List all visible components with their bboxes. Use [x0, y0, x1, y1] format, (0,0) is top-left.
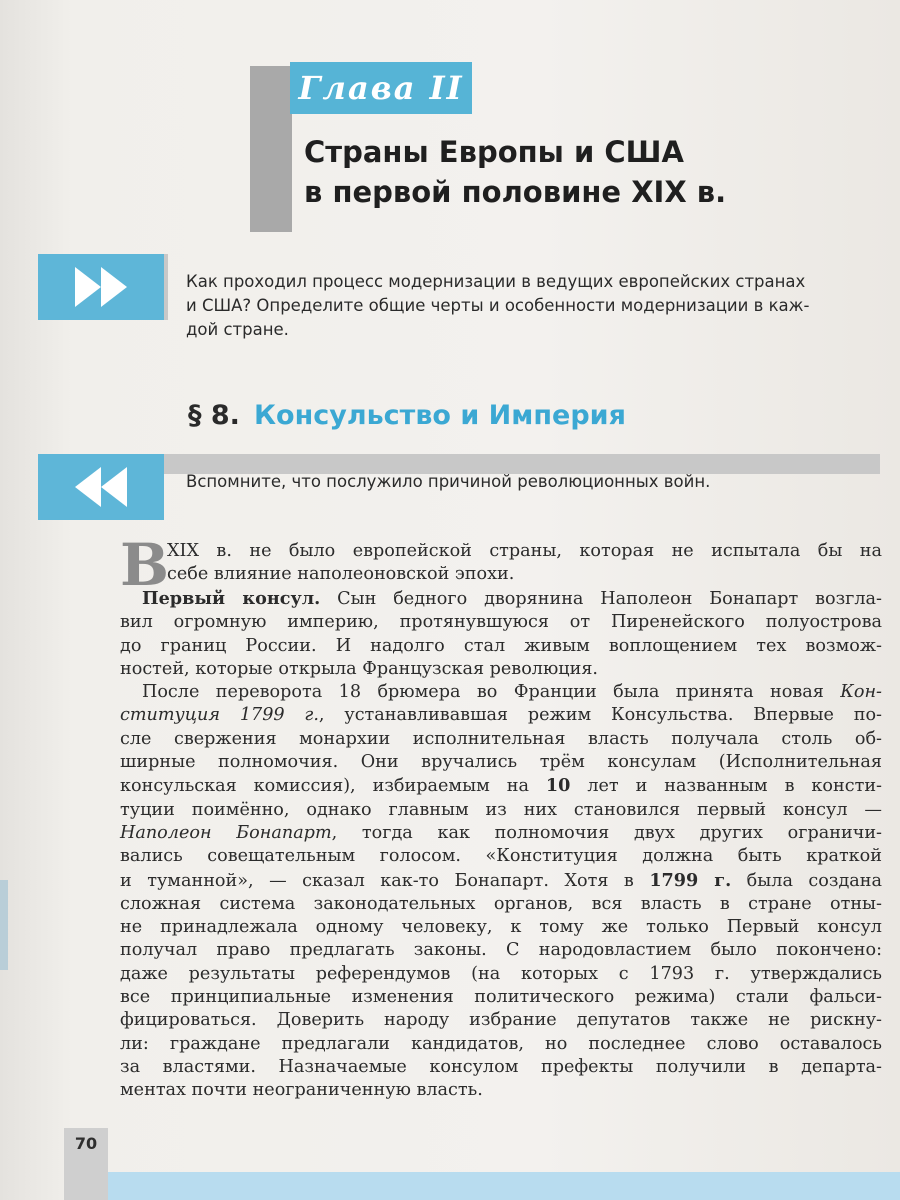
text-line: После переворота 18 брюмера во Франции была принята новая Кон- [142, 682, 882, 703]
text-line: и туманной», — сказал как-то Бонапарт. Хотя в 1799 г. была создана [120, 869, 883, 891]
text-line: ментах почти неограниченную власть. [120, 1080, 483, 1101]
intro-question-line: дой стране. [186, 320, 289, 339]
chapter-title [304, 132, 864, 212]
text-line: Наполеон Бонапарт, тогда как полномочия двух других ограничи- [120, 822, 882, 843]
paragraph-constitution [120, 681, 882, 1102]
footer-bar [108, 1172, 900, 1200]
text-line: не принадлежала одному человеку, к тому же только Первый консул [120, 917, 882, 938]
rewind-icon [38, 454, 164, 520]
section-number: § 8. [188, 400, 240, 431]
text-line: ли: граждане предлагали кандидатов, но последнее слово оставалось [120, 1033, 882, 1054]
text-line: туции поимённо, однако главным из них становился первый консул — [120, 799, 882, 820]
text-line: за властями. Назначаемые консулом префекты получили в департа- [120, 1056, 882, 1077]
text-line: даже результаты референдумов (на которых с 1793 г. утверждались [120, 963, 882, 984]
chapter-label-tab [290, 62, 472, 114]
fast-forward-icon [38, 254, 164, 320]
page-edge-marker [0, 880, 8, 970]
text-line: Первый консул. Сын бедного дворянина Наполеон Бонапарт возгла- [142, 588, 882, 609]
text-line: ширные полномочия. Они вручались трём консулам (Исполнительная [120, 752, 882, 773]
text-line: фицироваться. Доверить народу избрание депутатов также не рискну- [120, 1010, 882, 1031]
text-line: вил огромную империю, протянувшуюся от Пиренейского полуострова [120, 612, 882, 633]
text-line: ституция 1799 г., устанавливавшая режим Консульства. Впервые по- [120, 705, 882, 726]
paragraph-first-consul [120, 587, 882, 681]
text-line: себе влияние наполеоновской эпохи. [167, 564, 515, 585]
text-line: все принципиальные изменения политического режима) стали фальси- [120, 987, 882, 1008]
text-line: XIX в. не было европейской страны, которая не испытала бы на [167, 541, 882, 561]
chapter-label: Глава II [298, 69, 464, 107]
page-number: 70 [74, 1134, 98, 1153]
section-heading [188, 400, 808, 431]
chapter-grey-block [250, 66, 292, 232]
text-line: сложная система законодательных органов, вся власть в стране отны- [120, 893, 882, 914]
recall-question: Вспомните, что послужило причиной революционных войн. [186, 472, 711, 491]
text-line: сле свержения монархии исполнительная власть получала столь об- [120, 728, 882, 749]
text-line: консульская комиссия), избираемым на 10 лет и названным в консти- [120, 775, 882, 797]
chapter-title-line: Страны Европы и США [304, 135, 684, 169]
text-line: ностей, которые открыла Французская революция. [120, 658, 599, 679]
chapter-title-line: в первой половине XIX в. [304, 175, 727, 209]
intro-question-line: и США? Определите общие черты и особенности модернизации в каж- [186, 296, 810, 315]
text-line: вались совещательным голосом. «Конституция должна быть краткой [120, 846, 882, 867]
intro-question-line: Как проходил процесс модернизации в ведущих европейских странах [186, 272, 806, 291]
text-line: получал право предлагать законы. С народовластием было покончено: [120, 940, 882, 961]
text-line: до границ России. И надолго стал живым воплощением тех возмож- [120, 635, 882, 656]
drop-cap: В [120, 531, 170, 599]
paragraph-heading: Первый консул. [142, 588, 321, 609]
body-text [120, 587, 882, 1103]
intro-question [186, 270, 876, 342]
section-title: Консульство и Империя [253, 400, 626, 431]
opening-sentence [167, 540, 882, 587]
